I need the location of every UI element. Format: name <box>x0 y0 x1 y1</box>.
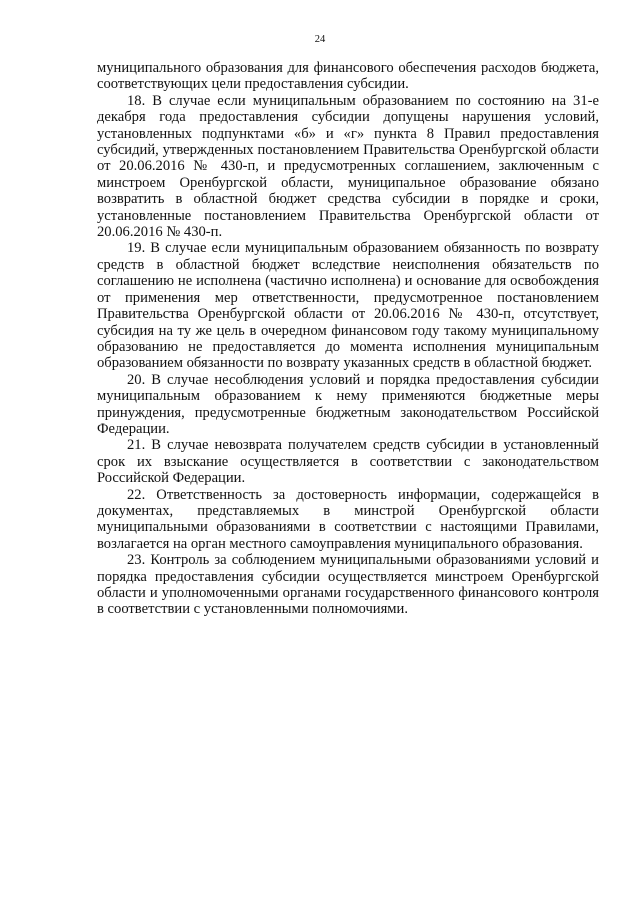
paragraph-continuation: муниципального образования для финансового обеспечения расходов бюджета, соответствующих цели предоставления субсидии. <box>97 60 599 93</box>
paragraph-21: 21. В случае невозврата получателем средств субсидии в установленный срок их взыскание осуществляется в соответствии с законодательством Российской Федерации. <box>97 437 599 487</box>
paragraph-22: 22. Ответственность за достоверность информации, содержащейся в документах, представляемых в минстрой Оренбургской области муниципальными образованиями в соответствии с настоящими Правилами, возлагается на орган местного самоуправления муниципального образования. <box>97 486 599 552</box>
paragraph-18: 18. В случае если муниципальным образованием по состоянию на 31-е декабря года предоставления субсидии допущены нарушения условий, установленных подпунктами «б» и «г» пункта 8 Правил предоставления субсидий, утвержденных постановлением Правительства Оренбургской области от 20.06.2016 № 430-п, и предусмотренных соглашением, заключенным с минстроем Оренбургской области, муниципальное образование обязано возвратить в областной бюджет средства субсидии в порядке и сроки, установленные постановлением Правительства Оренбургской области от 20.06.2016 № 430-п. <box>97 92 599 241</box>
paragraph-23: 23. Контроль за соблюдением муниципальными образованиями условий и порядка предоставления субсидии осуществляется минстроем Оренбургской области и уполномоченными органами государственного финансового контроля в соответствии с установленными полномочиями. <box>97 552 599 618</box>
paragraph-20: 20. В случае несоблюдения условий и порядка предоставления субсидии муниципальным образованием к нему применяются бюджетные меры принуждения, предусмотренные бюджетным законодательством Российской Федерации. <box>97 371 599 437</box>
document-body <box>97 60 599 618</box>
paragraph-19: 19. В случае если муниципальным образованием обязанность по возврату средств в областной бюджет вследствие неисполнения обязательств по соглашению не исполнена (частично исполнена) и основание для освобождения от применения мер ответственности, предусмотренное постановлением Правительства Оренбургской области от 20.06.2016 № 430-п, отсутствует, субсидия на ту же цель в очередном финансовом году такому муниципальному образованию не предоставляется до момента исполнения муниципальным образованием обязанности по возврату указанных средств в областной бюджет. <box>97 240 599 372</box>
page-number: 24 <box>314 34 326 45</box>
